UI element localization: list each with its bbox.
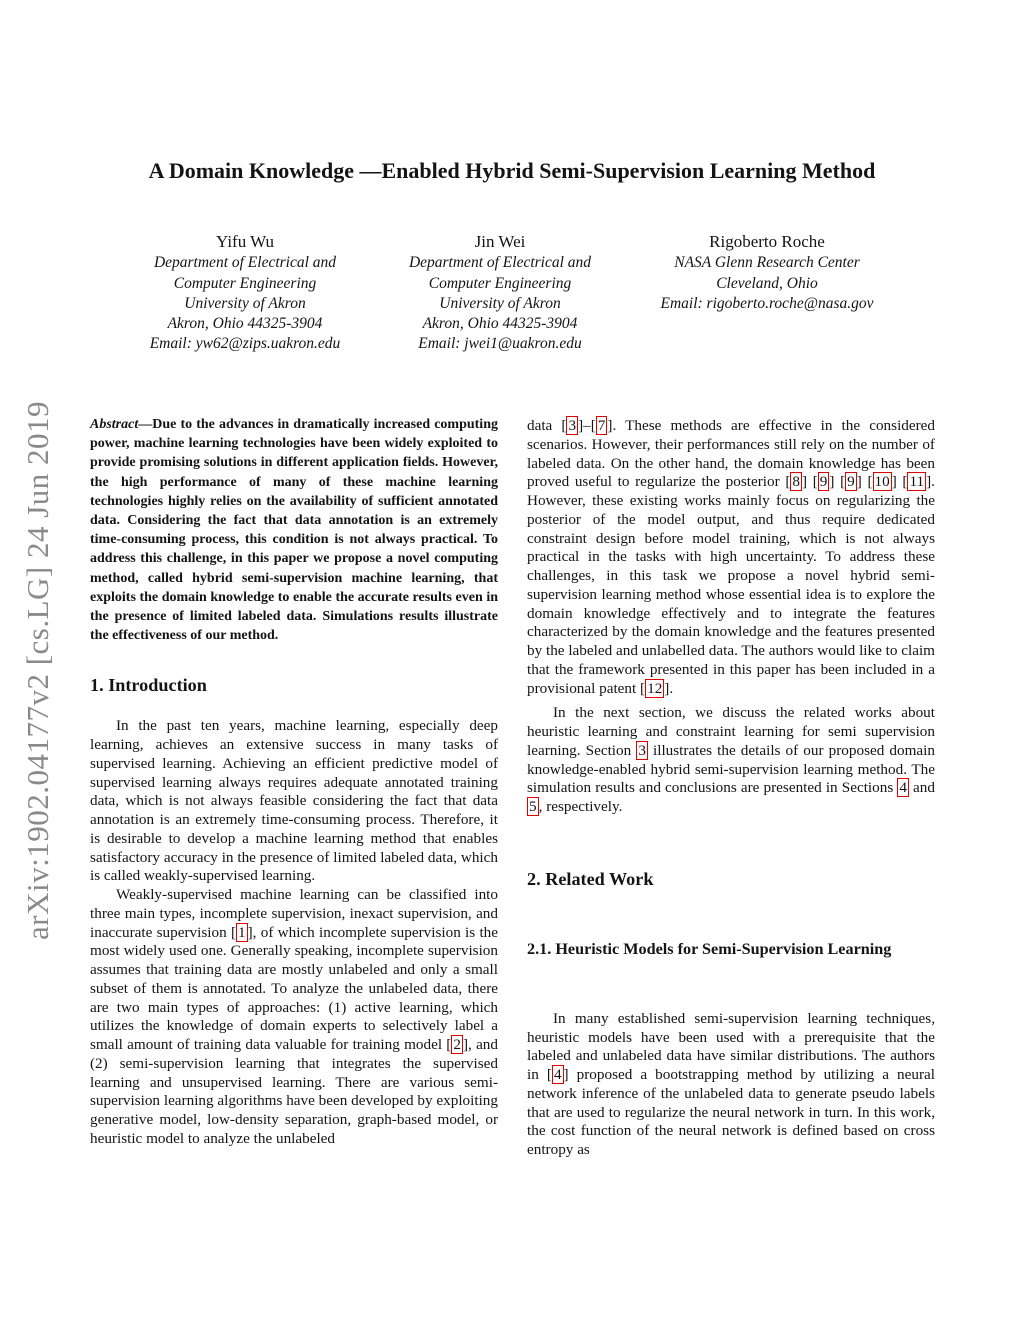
paper-title: A Domain Knowledge —Enabled Hybrid Semi-Supervision Learning Method [148, 158, 876, 183]
paragraph-text: . These methods are effective in the considered scenarios. However, their performances still rely on the number of labeled data. On the other hand, the domain knowledge has been proved useful to regularize the posterior [527, 417, 936, 491]
section-heading-introduction: 1. Introduction [90, 675, 207, 696]
author-name: Yifu Wu [215, 232, 275, 251]
author-affiliation-line: University of Akron [184, 294, 306, 312]
right-paragraph-1: data [ 3 ]–[ 7 ]. These methods are effective in the considered scenarios. However, their performances still rely on the number of labeled data. On the other hand, the domain knowledge has been proved useful to regularize the posterior [ 8 ] [ 9 ] [ 9 ] [ 10 ] [ 11 ]. However, these existing works mainly focus on regularizing the posterior of the model output, and thus require dedicated constraint design before model training, which is not always practical in the tasks with high uncertainty. To address these challenges, in this task we propose a novel hybrid semi-supervision learning method whose essential idea is to explore the domain knowledge effectively and to integrate the features characterized by the domain knowledge and the features presented by the labeled and unlabelled data. The authors would like to claim that the framework presented in this paper has been included in a provisional patent [ 12 ]. [527, 417, 936, 697]
intro-paragraph-1: In the past ten years, machine learning, especially deep learning, achieves an extensive success in many tasks of supervised learning. Achieving an efficient predictive model of supervised learning always requires adequate annotated training data, which is not always feasible considering the fact that data annotation is an extremely time-consuming process. Therefore, it is desirable to develop a machine learning method that enables satisfactory accuracy in the presence of limited labeled data, which is called weakly-supervised learning. [90, 717, 498, 885]
paragraph-text: Weakly-supervised machine learning can be classified into three main types, incomplete supervision, inexact supervision, and inaccurate supervision [90, 886, 498, 941]
citation-link[interactable]: 1 [238, 923, 246, 941]
abstract [90, 415, 498, 645]
section-heading-related-work: 2. Related Work [527, 868, 654, 889]
citation-link[interactable]: 8 [792, 473, 800, 491]
paragraph-text: illustrates the details of our proposed domain knowledge-enabled hybrid semi-supervision learning method. The simulation results and conclusions are presented in Sections [527, 741, 935, 797]
author-affiliation-line: Computer Engineering [428, 274, 572, 292]
author-affiliation-line: Akron, Ohio 44325-3904 [167, 315, 323, 333]
citation-link[interactable]: 2 [453, 1036, 461, 1054]
subsection-heading-heuristic-models: 2.1. Heuristic Models for Semi-Supervision Learning [527, 939, 892, 958]
author-block-1 [105, 232, 385, 355]
paragraph-text: , respectively. [538, 798, 623, 815]
citation-link[interactable]: 3 [568, 417, 577, 434]
author-email: Email: jwei1@uakron.edu [418, 335, 582, 353]
abstract-text: —Due to the advances in dramatically increased computing power, machine learning technologies have been widely exploited to provide promising solutions in different application fields. However, the high performance of many of these machine learning technologies highly relies on the availability of sufficient annotated data. Considering the fact that data annotation is an extremely time-consuming process, this condition is not always practical. To address this challenge, in this paper we propose a novel computing method, called hybrid semi-supervision machine learning, that exploits the domain knowledge to enable the accurate results even in the presence of limited labeled data. Simulations results illustrate the effectiveness of our method. [90, 417, 498, 644]
citation-link[interactable]: 9 [847, 473, 855, 491]
arxiv-side-stamp: arXiv:1902.04177v2 [cs.LG] 24 Jun 2019 [20, 400, 55, 940]
section-link[interactable]: 3 [638, 741, 646, 759]
intro-paragraph-2: Weakly-supervised machine learning can be classified into three main types, incomplete supervision, inexact supervision, and inaccurate supervision [ 1 ], of which incomplete supervision is the most widely used one. Generally speaking, incomplete supervision assumes that training data are mostly unlabeled and only a small subset of them is annotated. To analyze the unlabeled data, there are two main types of approaches: (1) active learning, which utilizes the knowledge of domain experts to selectively label a small amount of training data valuable for training model [ 2 ], and (2) semi-supervision learning that integrates the supervised learning and unsupervised learning. There are various semi-supervision learning algorithms have been developed by exploiting generative model, low-density separation, graph-based model, or heuristic model to analyze the unlabeled [90, 886, 498, 1147]
author-block-2 [360, 232, 640, 355]
author-affiliation-line: Computer Engineering [173, 274, 317, 292]
paragraph-text: data [527, 417, 562, 434]
citation-link[interactable]: 4 [553, 1066, 562, 1083]
paragraph-text: In many established semi-supervision learning techniques, heuristic models have been used with a prerequisite that the labeled and unlabeled data have similar distributions. The authors in [527, 1009, 935, 1083]
paragraph-text: and [908, 779, 935, 797]
section-link[interactable]: 5 [529, 798, 537, 815]
author-email: Email: yw62@zips.uakron.edu [149, 335, 341, 353]
abstract-label: Abstract [90, 417, 139, 432]
heuristic-paragraph-1: In many established semi-supervision learning techniques, heuristic models have been used with a prerequisite that the labeled and unlabeled data have similar distributions. The authors in [ 4 ] proposed a bootstrapping method by utilizing a neural network inference of the unlabeled data to generate pseudo labels that are used to regularize the neural network in turn. In this work, the cost function of the neural network is defined based on cross entropy as [527, 1009, 935, 1158]
author-block-3 [627, 232, 907, 314]
citation-link[interactable]: 7 [597, 417, 606, 434]
author-name: Jin Wei [474, 232, 526, 251]
paragraph-text: In the next section, we discuss the related works about heuristic learning and constraint learning for semi supervision learning. Section [527, 704, 935, 759]
paragraph-text: proposed a bootstrapping method by utilizing a neural network inference of the unlabeled data to generate pseudo labels that are used to regularize the neural network in turn. In this work, the cost function of the neural network is defined based on cross entropy as [527, 1066, 935, 1158]
author-name: Rigoberto Roche [709, 232, 825, 251]
paragraph-text: , and (2) semi-supervision learning that integrates the supervised learning and unsupervised learning. There are various semi-supervision learning algorithms have been developed by exploiting generative model, low-density separation, graph-based model, or heuristic model to analyze the unlabeled [90, 1036, 498, 1147]
citation-link[interactable]: 9 [819, 473, 828, 491]
author-affiliation-line: Department of Electrical and [153, 254, 337, 272]
section-link[interactable]: 4 [899, 779, 907, 797]
citation-link[interactable]: 12 [647, 679, 663, 697]
author-affiliation-line: Department of Electrical and [408, 254, 592, 272]
paragraph-text: . However, these existing works mainly focus on regularizing the posterior of the model output, and thus require dedicated constraint design before model training, which is not always practical in the tasks with high uncertainty. To address these challenges, in this task we propose a novel hybrid semi-supervision learning method whose essential idea is to explore the domain knowledge effectively and to integrate the features characterized by the domain knowledge and the features presented by the labeled and unlabelled data. The authors would like to claim that the framework presented in this paper has been included in a provisional patent [527, 473, 935, 697]
right-paragraph-2 [527, 704, 935, 817]
paragraph-text: – [583, 417, 591, 434]
left-column [90, 415, 498, 1149]
author-affiliation-line: University of Akron [439, 294, 561, 312]
citation-link[interactable]: 11 [909, 473, 925, 491]
right-column [527, 417, 935, 1160]
author-affiliation-line: Akron, Ohio 44325-3904 [422, 315, 578, 333]
paragraph-text: , of which incomplete supervision is the most widely used one. Generally speaking, incomplete supervision assumes that training data are mostly unlabeled and only a small subset of them is annotated. To analyze the unlabeled data, there are two main types of approaches: (1) active learning, which utilizes the knowledge of domain experts to selectively label a small amount of training data valuable for training model [90, 923, 498, 1054]
author-affiliation-line: NASA Glenn Research Center [674, 254, 860, 272]
author-affiliation-line: Cleveland, Ohio [716, 274, 818, 292]
citation-link[interactable]: 10 [874, 473, 890, 491]
author-email: Email: rigoberto.roche@nasa.gov [660, 294, 874, 312]
